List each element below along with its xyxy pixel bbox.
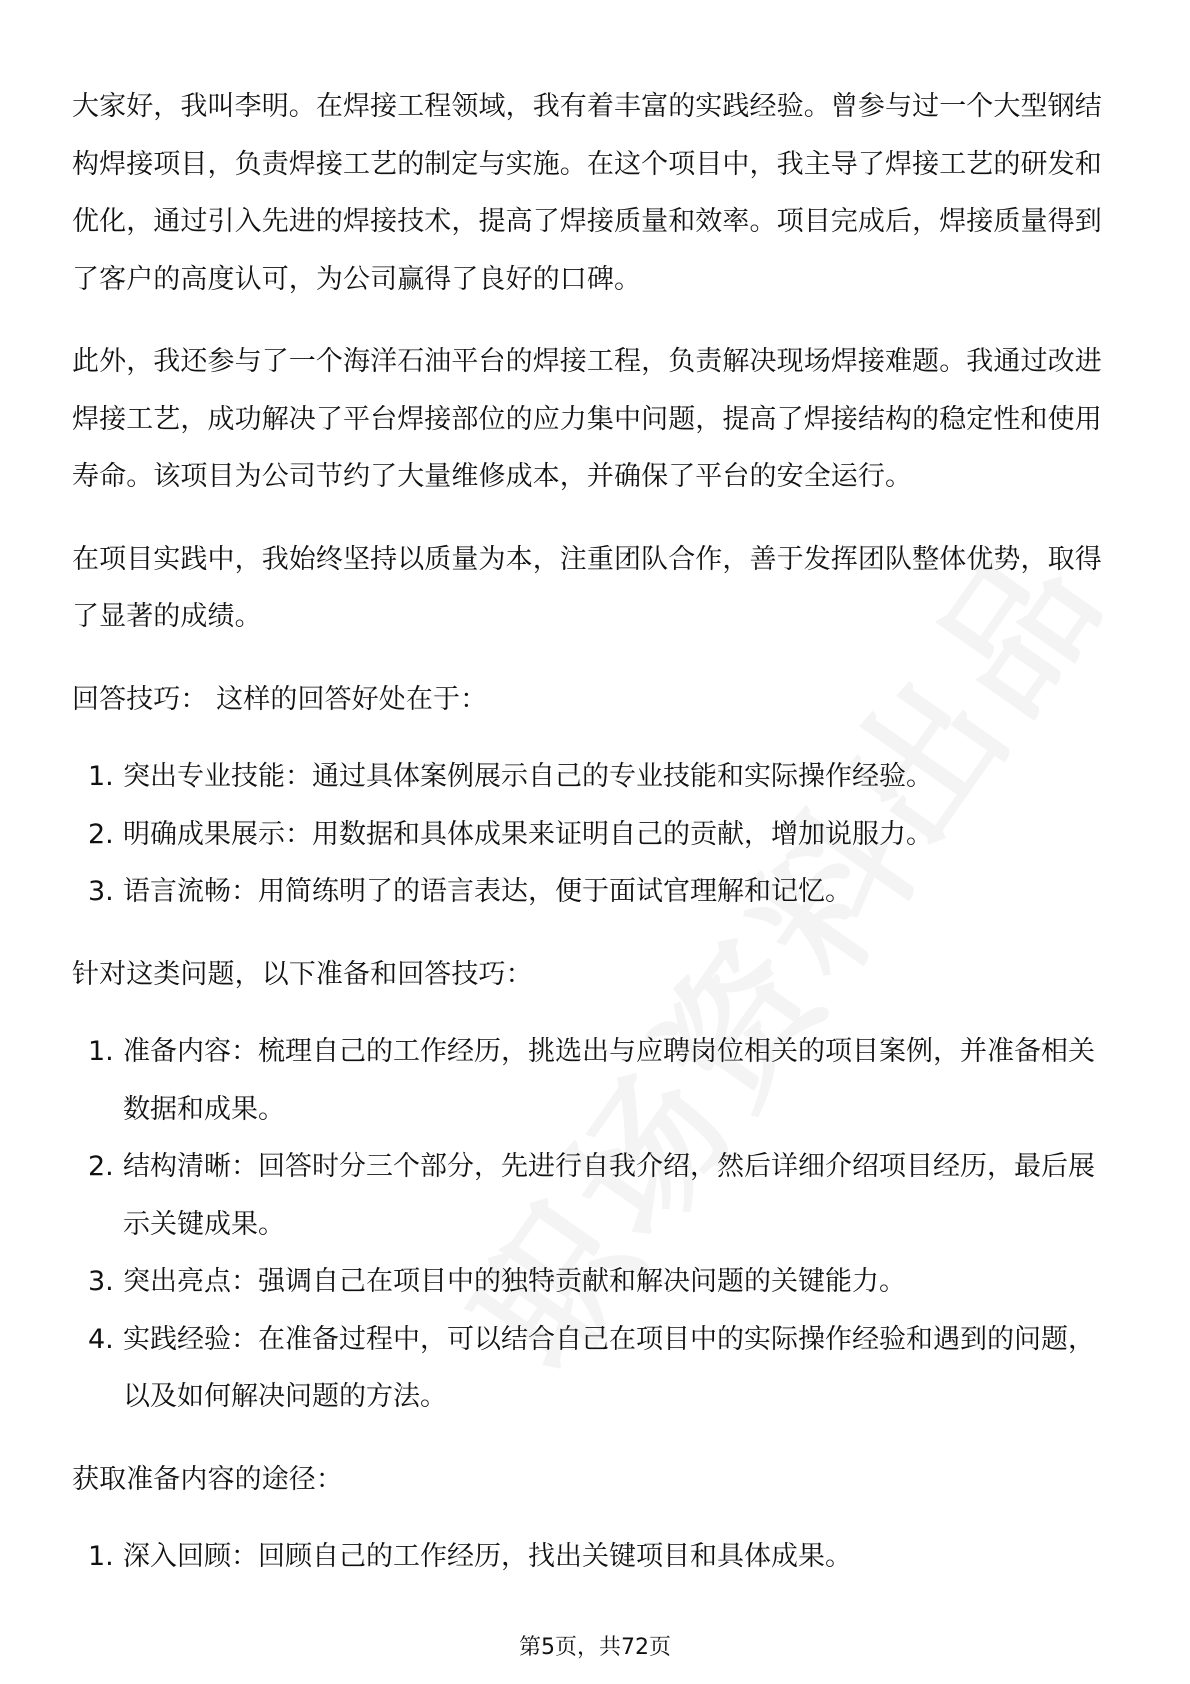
list-item: [72, 1253, 1118, 1311]
list-number: 2.: [88, 1151, 114, 1182]
sources-list: [72, 1528, 1118, 1586]
page-footer: 第5页，共72页: [519, 1635, 671, 1660]
prep-heading: 针对这类问题，以下准备和回答技巧：: [72, 958, 533, 990]
list-item-text: 突出亮点：强调自己在项目中的独特贡献和解决问题的关键能力。: [123, 1266, 906, 1297]
list-item: [72, 1138, 1118, 1253]
paragraph-offshore-project: 此外，我还参与了一个海洋石油平台的焊接工程，负责解决现场焊接难题。我通过改进焊接工艺，成功解决了平台焊接部位的应力集中问题，提高了焊接结构的稳定性和使用寿命。该项目为公司节约了大量维修成本，并确保了平台的安全运行。: [72, 346, 1102, 492]
sources-heading: 获取准备内容的途径：: [72, 1463, 343, 1495]
list-item: [72, 806, 1118, 864]
prep-list: [72, 1023, 1118, 1426]
list-number: 2.: [88, 818, 114, 850]
list-number: 1.: [88, 761, 114, 792]
list-item-text: 明确成果展示：用数据和具体成果来证明自己的贡献，增加说服力。: [123, 818, 933, 850]
list-item: [72, 1023, 1118, 1138]
list-item-text: 准备内容：梳理自己的工作经历，挑选出与应聘岗位相关的项目案例，并准备相关数据和成果。: [123, 1036, 1095, 1125]
list-number: 4.: [88, 1323, 114, 1355]
list-item-text: 突出专业技能：通过具体案例展示自己的专业技能和实际操作经验。: [123, 761, 933, 792]
list-item-text: 结构清晰：回答时分三个部分，先进行自我介绍，然后详细介绍项目经历，最后展示关键成果。: [123, 1151, 1095, 1240]
list-item: [72, 863, 1118, 921]
paragraph-summary: 在项目实践中，我始终坚持以质量为本，注重团队合作，善于发挥团队整体优势，取得了显著的成绩。: [72, 543, 1102, 632]
list-item-text: 深入回顾：回顾自己的工作经历，找出关键项目和具体成果。: [123, 1541, 852, 1572]
tips-heading: 回答技巧： 这样的回答好处在于：: [72, 683, 488, 715]
list-number: 3.: [88, 876, 114, 907]
list-number: 3.: [88, 1266, 114, 1297]
list-number: 1.: [88, 1541, 114, 1572]
tips-list: [72, 748, 1118, 921]
list-item: [72, 748, 1118, 806]
list-item-text: 语言流畅：用简练明了的语言表达，便于面试官理解和记忆。: [123, 876, 852, 907]
list-item: [72, 1311, 1118, 1426]
list-item: [72, 1528, 1118, 1586]
list-item-text: 实践经验：在准备过程中，可以结合自己在项目中的实际操作经验和遇到的问题，以及如何解决问题的方法。: [123, 1323, 1095, 1412]
list-number: 1.: [88, 1036, 114, 1067]
page-content: [72, 78, 1118, 1586]
paragraph-intro: 大家好，我叫李明。在焊接工程领域，我有着丰富的实践经验。曾参与过一个大型钢结构焊接项目，负责焊接工艺的制定与实施。在这个项目中，我主导了焊接工艺的研发和优化，通过引入先进的焊接技术，提高了焊接质量和效率。项目完成后，焊接质量得到了客户的高度认可，为公司赢得了良好的口碑。: [72, 91, 1102, 295]
